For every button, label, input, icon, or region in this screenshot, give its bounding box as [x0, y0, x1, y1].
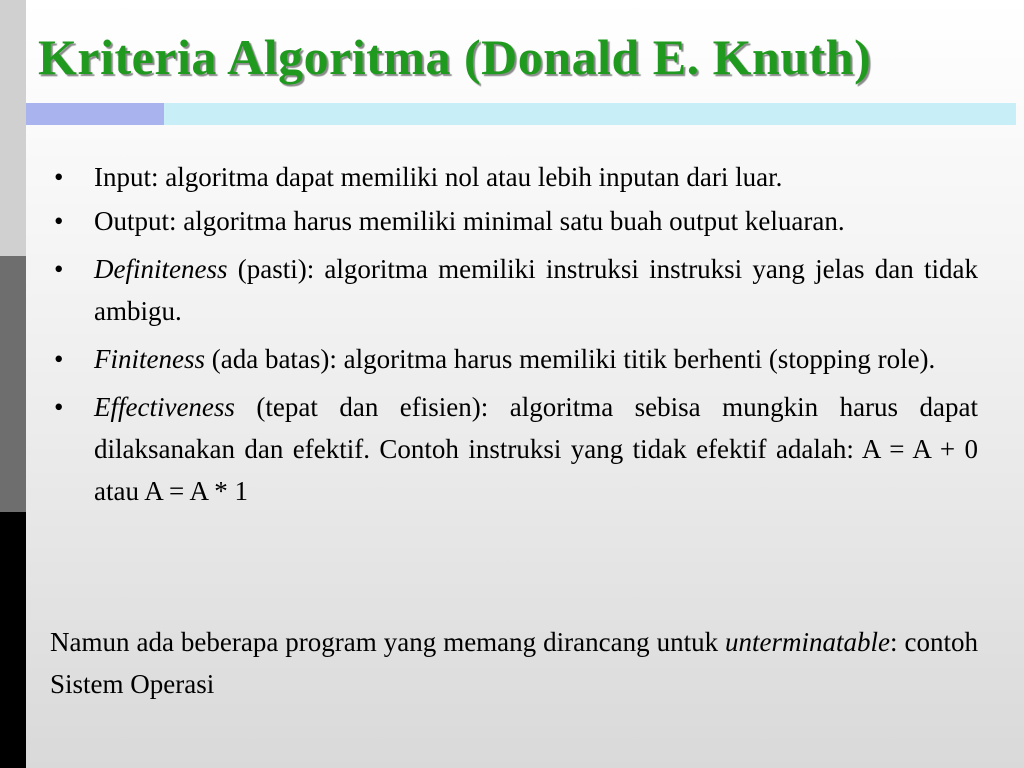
- bullet-dot-icon: •: [54, 392, 64, 422]
- closing-text-before: Namun ada beberapa program yang memang dirancang untuk: [50, 627, 726, 657]
- bullet-item-input: [50, 156, 978, 198]
- bullet-dot-icon: •: [54, 206, 64, 236]
- left-edge-bar-mid: [0, 256, 26, 512]
- accent-bar-blue-segment: [26, 103, 164, 125]
- bullet-item-effectiveness: [50, 386, 978, 512]
- left-edge-bar-light: [0, 0, 26, 256]
- closing-emphasis: unterminatable: [725, 627, 891, 657]
- title-accent-bar: [26, 103, 1016, 125]
- bullet-dot-icon: •: [54, 344, 64, 374]
- bullet-text: Input: algoritma dapat memiliki nol atau lebih inputan dari luar.: [94, 162, 783, 192]
- bullet-term: Definiteness: [94, 254, 228, 284]
- bullet-text: Output: algoritma harus memiliki minimal satu buah output keluaran.: [94, 206, 845, 236]
- bullet-dot-icon: •: [54, 162, 64, 192]
- closing-paragraph: [50, 621, 978, 705]
- bullet-term: Effectiveness: [94, 392, 235, 422]
- bullet-item-output: [50, 200, 978, 242]
- bullet-term: Finiteness: [94, 344, 205, 374]
- criteria-bullet-list: [50, 156, 978, 514]
- bullet-item-definiteness: [50, 248, 978, 332]
- accent-bar-cyan-segment: [164, 103, 1016, 125]
- bullet-text: (pasti): algoritma memiliki instruksi instruksi yang jelas dan tidak ambigu.: [94, 254, 978, 326]
- left-edge-bar-dark: [0, 512, 26, 768]
- slide-title: Kriteria Algoritma (Donald E. Knuth): [38, 29, 872, 85]
- bullet-text: (ada batas): algoritma harus memiliki titik berhenti (stopping role).: [204, 344, 936, 374]
- closing-text-after: : contoh Sistem Operasi: [50, 627, 978, 699]
- bullet-text: (tepat dan efisien): algoritma sebisa mungkin harus dapat dilaksanakan dan efektif. Contoh instruksi yang tidak efektif adalah: A = A + 0 atau A = A * 1: [94, 392, 978, 506]
- bullet-item-finiteness: [50, 338, 978, 380]
- bullet-dot-icon: •: [54, 254, 64, 284]
